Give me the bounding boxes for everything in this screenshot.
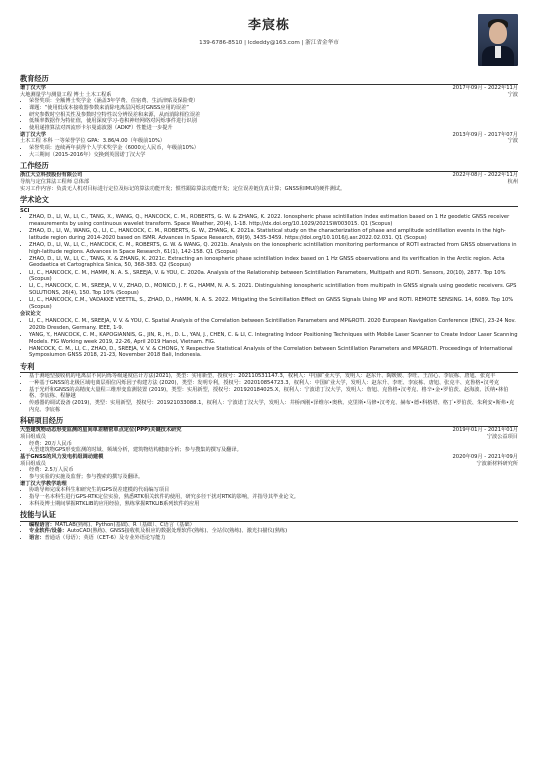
degree-line: 土木工程 本科 一等荣誉学位 GPA：3.86/4.00（年级前10%） <box>20 138 166 145</box>
section-title-publications: 学术论文 <box>20 195 518 206</box>
project-role: 项目组成员 <box>20 460 46 467</box>
project-details <box>20 487 518 507</box>
project-org: 宁波公益项目 <box>486 434 518 441</box>
school-name: 诺丁汉大学 <box>20 131 46 138</box>
project-entry <box>20 427 518 454</box>
contact-line: 139-6786-8510 | lcdeddy@163.com | 浙江省金华市 <box>199 39 339 46</box>
school-name: 谱丁汉大学 <box>20 85 46 91</box>
degree-line: 大地测量学与测量工程 博士 土木工程系 <box>20 91 112 98</box>
resume-header <box>20 18 518 47</box>
education-details <box>20 98 518 131</box>
project-name: 谱丁汉大学教学助理 <box>20 480 67 487</box>
list-item: • 大三期间（2015-2016年）交换到英国诺丁汉大学 <box>29 152 518 159</box>
skill-label: 语言： <box>29 534 45 541</box>
skill-text: MATLAB(熟练)、Python(基础)、R（基础）、C语言（基础） <box>54 521 195 528</box>
conference-label: 会议论文 <box>20 311 41 318</box>
list-item: • 经费：2.5万人民币 <box>29 467 518 474</box>
project-entry <box>20 454 518 481</box>
project-entry <box>20 481 518 508</box>
skills-list <box>20 522 518 542</box>
sci-list <box>20 214 518 310</box>
education-location: 宁波 <box>507 138 518 145</box>
list-item: • 参与实验的实施及监督；参与搜索的撰写及翻译。 <box>29 474 518 481</box>
education-date: 2013年09月 - 2017年07月 <box>452 131 518 138</box>
education-details <box>20 145 518 158</box>
project-date: 2020年09月 - 2021年09月 <box>452 454 518 461</box>
project-details <box>20 441 518 454</box>
project-details <box>20 467 518 480</box>
list-item: • 协助导师完成本科生和研究生的GPS误差建模的代码编写项目 <box>29 487 518 494</box>
list-item: • 本科及博士期间掌握RTKLIB的应用经验，熟练掌握RTKLIB系列软件的应用 <box>29 501 518 508</box>
education-entry <box>20 132 518 159</box>
conference-list <box>20 318 518 359</box>
publication-item: • LI, C., HANCOCK, C. M., HAMM, N. A. S., SREEJA, V. & YOU, C. 2020a. Analysis of the Relationship between Scintillation Parameters, Multipath and ROTI. Sensors, 20(10), 2877. Top 10% (Scopus) <box>29 270 518 283</box>
list-item: • 荣誉奖项：连续两年获得个人学术奖学金（6000元人民币，年级前10%） <box>29 145 518 152</box>
project-date: 2019年01月 - 2021年01月 <box>452 427 518 434</box>
publication-item: • ZHAO, D., LI, W., LI, C., HANCOCK, C. M., ROBERTS, G. W. & WANG, Q. 2021b. Analysis on the ionospheric scintillation monitoring performance of ROTI extracted from GNSS observations in high-latitude regions. Advances in Space Research, 61(1), 142-158. Q1 (Scopus) <box>29 242 518 255</box>
skill-text: AutoCAD(熟练)、GNSS接收机及相应的数据处理软件(熟练)、全站仪(熟练)、激光扫描仪(熟练) <box>67 528 288 535</box>
publication-item: • LI, C., HANCOCK, C. M., SREEJA, V. V. & YOU, C. Spatial Analysis of the Correlation between Scintillation Parameters and MP&ROTI. 2020 European Navigation Conference (ENC), 23-24 Nov. 2020b Dresden, Germany. IEEE, 1-9. <box>29 318 518 331</box>
skill-item <box>29 535 518 542</box>
patent-item: • 传感器的调试设备 (2019)，类型：实用新型，授权号：201921033088.1，权利人：宁波诺丁汉大学，发明人：井桥西刚•泽维尔•奥秋、克里斯•马修•汉考克、赫布•德•科格塔、格丁•罗伯茨、朱利安•斯弗•克内克、李宸栋 <box>29 400 518 413</box>
list-item: • 使用递推算法对四流形卡尔曼滤波器（ADKF）性能进一步提升 <box>29 125 518 132</box>
education-location: 宁波 <box>507 91 518 98</box>
work-summary: 实习工作内容：负责无人机对目标进行定位及标记的算法功能开发；惯性跟踪算法功能开发；定位误差链仿真计算；GNSS和IMU的硬件测试。 <box>20 185 346 192</box>
patent-item: • 基于光纤和GNSS的高精度大量程三维形变监测装置 (2019)，类型：实用新型，授权号：201920184025.X，权利人：宁波诺丁汉大学，发明人：詹旭、克鲁格•汉考克、格辛•金•罗伯茨、赵海波、沃纳•林伯格、李宸栋、程静越 <box>29 387 518 400</box>
sci-label: SCI <box>20 207 30 214</box>
section-title-projects: 科研项目经历 <box>20 416 518 427</box>
list-item: • 荣誉奖项：全额博士奖学金（涵盖3年学费、住宿费、生活津贴及保险费） <box>29 98 518 105</box>
patent-list <box>20 373 518 413</box>
skill-label: 专业软件/设备： <box>29 528 68 535</box>
skill-text: 普通话（母语）；英语（CET-6）及专业外语论写能力 <box>44 534 166 541</box>
skill-item <box>29 528 518 535</box>
work-date: 2022年08月 - 2022年11月 <box>452 172 518 179</box>
section-title-education: 教育经历 <box>20 74 518 85</box>
project-name: 大型建筑物动态形变监测的星间单差精密单点定位(PPP)关键技术研究 <box>20 427 182 434</box>
candidate-name: 李宸栋 <box>247 18 290 33</box>
project-role: 项目组成员 <box>20 434 46 441</box>
patent-item: • 一种基于GNSS的北极区域电离层相位闪烁因子构建方法 (2020)，类型：发明专利，授权号：202010854723.3，权利人：中国矿业大学，发明人：赵东升、李旺、李宸栋、唐旭、张克丰、克鲁格•汉考克 <box>29 380 518 387</box>
list-item: • 低频率数据作为特征值，使用深度学习-卷积神经网络对闪烁事件进行识别 <box>29 118 518 125</box>
company-name: 浙江大立科技股份有限公司 <box>20 172 83 179</box>
publication-item: • ZHAO, D., LI, W., WANG, Q., LI, C., HANCOCK, C. M., ROBERTS, G. W., ZHANG, K. 2021a. Statistical study on the characterization of phase and amplitude scintillation events in the high-latitude region during 2014-2020 based on ISMR. Advances in Space Research, 69(9), 3435-3459. https://doi.org/10.1016/j.asr.2022.02.031. Q1 (Scopus) <box>29 228 518 241</box>
patent-item: • 基于测地型接收机的电离层不同闪烁等级递度估计方法(2021)，类型：实用新型，授权号：202110531147.3，权利人：中国矿业大学，发明人：赵东升、陶媛媛、李旺、王渲心、李宸栋、唐旭、张克丰 <box>29 373 518 380</box>
work-entry <box>20 172 518 192</box>
publication-item: • LI, C., HANCOCK, C. M., SREEJA, V. V., ZHAO, D., MONICO, J. F. G., HAMM, N. A. S. 2021. Distinguishing ionospheric scintillation from multipath in GNSS signals using geodetic receivers. GPS SOLUTIONS, 26(4), 150. Top 10% (Scopus) <box>29 283 518 296</box>
publication-item: • ZHAO, D., LI, W., LI, C., TANG, X., WANG, Q., HANCOCK, C. M., ROBERTS, G. W. & ZHANG, K. 2022. Ionospheric phase scintillation index estimation based on 1 Hz geodetic GNSS receiver measurements by using continuous wavelet transform. Space Weather, 20(4), 1-18. http://dx.doi.org/10.1029/2021SW003015. Q1 (Scopus) <box>29 214 518 227</box>
project-org: 宁波新材料研究所 <box>476 460 518 467</box>
list-item: • 经费：20万人民币 <box>29 441 518 448</box>
skill-label: 编程语言： <box>29 521 55 528</box>
list-item: • 大型建筑物GPS形变监测的时域、频域分析，建筑物结构健康分析；参与搜集的撰写及翻译。 <box>29 447 518 454</box>
publication-item: • HANCOCK, C. M., LI, C., ZHAO, D., SREEJA, V. V. & CHONG, Y. Respective Statistical Analysis of the Correlation between Scintillation Parameters and MP&ROTI. Proceedings of International Symposiumon GNSS 2018, 21-23, November 2018 Bali, Indonesia. <box>29 346 518 359</box>
position-line: 导航与定位算法工程师 总体部 <box>20 179 90 186</box>
publication-item: • YANG, Y., HANCOCK, C. M., KAPOGIANNIS, G., JIN, R., H., D. L., YAN, J., CHEN, C. & LI, C. Integrating Indoor Positioning Techniques with Mobile Laser Scanner to Create Indoor Laser Scanning Models. FIG Working week 2019, 22-26, April 2019 Hanoi, Vietnam. FIG. <box>29 332 518 345</box>
section-title-skills: 技能与认证 <box>20 510 518 521</box>
project-name: 基于GNSS的风力发电机组调动建模 <box>20 454 104 461</box>
list-item: • 研究参数时空相关性及参数时空特性以分辨误差和来源，从而消除相位误差 <box>29 112 518 119</box>
work-location: 杭州 <box>507 179 518 186</box>
publication-item: • ZHAO, D., LI, W., LI, C., TANG, X. & ZHANG, K. 2021c. Extracting an ionospheric phase scintillation index based on 1 Hz GNSS observations and its verification in the Arctic region. Acta Geodaetica et Cartographica Sinica, 50, 368-383. Q2 (Scopus) <box>29 256 518 269</box>
education-date: 2017年09月 - 2022年11月 <box>452 85 518 91</box>
section-title-patents: 专利 <box>20 362 518 373</box>
list-item: • 指导一名本科生进行GPS-RTK定位实验，熟悉RTK相关软件的使用，研究多径干扰对RTK的影响，并指导其毕业论文。 <box>29 494 518 501</box>
profile-photo <box>478 14 518 66</box>
publication-item: • LI, C., HANCOCK, C.M., VADAKKE VEETTIL, S., ZHAO, D., HAMM, N. A. S. 2022. Mitigating the Scintillation Effect on GNSS Signals Using MP and ROTI. REMOTE SENSING. 14, 6089. Top 10% (Scopus) <box>29 297 518 310</box>
education-entry <box>20 85 518 132</box>
section-title-work: 工作经历 <box>20 161 518 172</box>
list-item: • 课题：“使用低成本接收器参数来消除电离层闪烁对GNSS应用的误差” <box>29 105 518 112</box>
